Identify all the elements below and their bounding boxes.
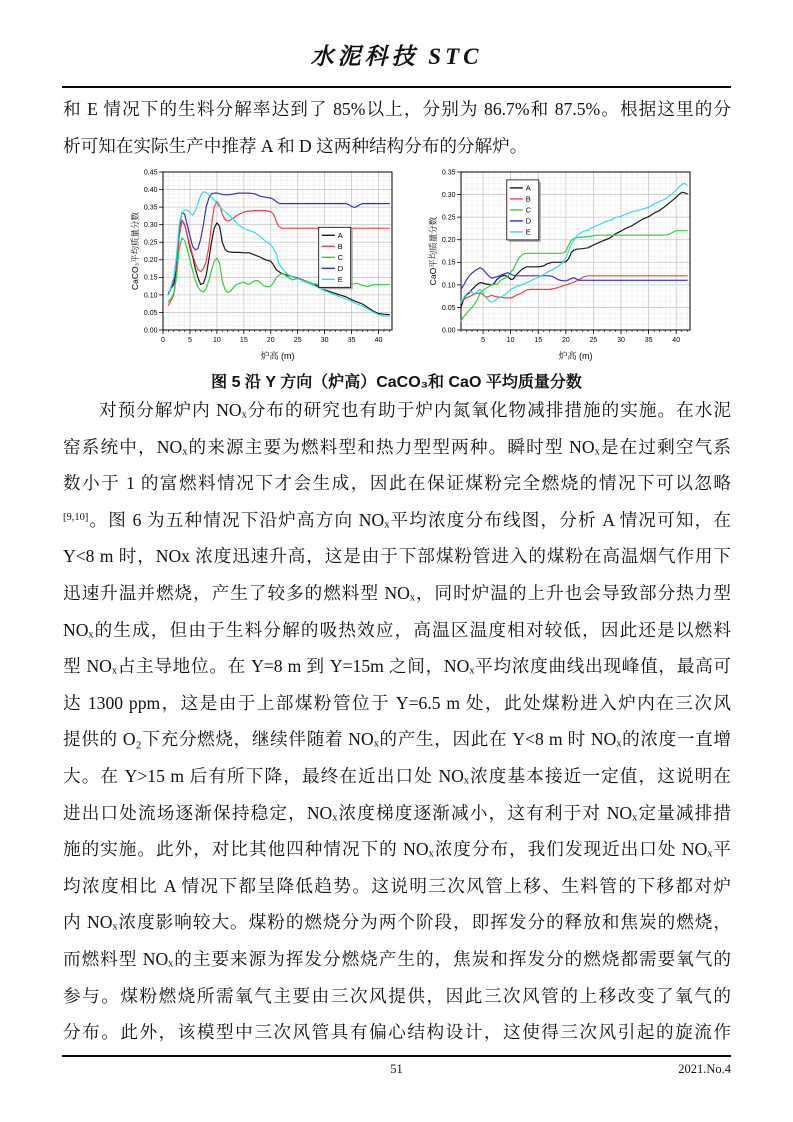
svg-text:10: 10 [506, 337, 515, 344]
svg-text:0.25: 0.25 [441, 214, 455, 222]
series-B [168, 202, 389, 306]
paragraph-line: Y<8 m 时，NOx 浓度迅速升高，这是由于下部煤粉管进入的煤粉在高温烟气作用下 [63, 546, 731, 567]
series-B [461, 276, 687, 301]
legend-label-A: A [525, 183, 531, 193]
svg-text:0.00: 0.00 [441, 327, 455, 335]
svg-text:10: 10 [212, 337, 221, 344]
paragraph-line: 对预分解炉内 NOₓ分布的研究也有助于炉内氮氧化物减排措施的实施。在水泥 [99, 400, 731, 420]
svg-text:0.35: 0.35 [441, 169, 455, 177]
paragraph-line: 数小于 1 的富燃料情况下才会生成，因此在保证煤粉完全燃烧的情况下可以忽略 [63, 473, 731, 494]
paragraph-line: 均浓度相比 A 情况下都呈降低趋势。这说明三次风管上移、生料管的下移都对炉 [63, 875, 731, 896]
legend-label-B: B [337, 241, 343, 251]
svg-text:20: 20 [561, 337, 570, 344]
legend-label-D: D [525, 216, 531, 226]
x-axis-label: 炉高 (m) [558, 351, 592, 361]
svg-text:15: 15 [239, 337, 248, 344]
svg-text:30: 30 [320, 337, 329, 344]
paragraph-body [63, 392, 731, 1051]
svg-text:25: 25 [589, 337, 597, 344]
header-rule [62, 86, 731, 88]
svg-text:35: 35 [347, 337, 355, 344]
svg-text:0.30: 0.30 [441, 191, 455, 199]
paragraph-line: NOₓ的生成，但由于生料分解的吸热效应，高温区温度相对较低，因此还是以燃料 [63, 619, 731, 640]
paragraph-line: 分布。此外，该模型中三次风管具有偏心结构设计，这使得三次风引起的旋流作 [63, 1022, 731, 1043]
chart-cao-svg [427, 166, 699, 366]
svg-text:25: 25 [293, 337, 302, 344]
paragraph-line: 窑系统中，NOₓ的来源主要为燃料型和热力型型两种。瞬时型 NOₓ是在过剩空气系 [63, 436, 731, 457]
series-D [168, 193, 389, 295]
paragraph-line: 和 E 情况下的生料分解率达到了 85%以上，分别为 86.7%和 87.5%。根据这里的分 [63, 99, 731, 119]
svg-text:0.20: 0.20 [441, 237, 455, 245]
svg-text:0.40: 0.40 [143, 186, 157, 194]
svg-text:20: 20 [266, 337, 275, 344]
svg-text:0.15: 0.15 [143, 274, 157, 282]
svg-text:35: 35 [644, 337, 653, 344]
series-E [168, 192, 389, 316]
paragraph-line: 参与。煤粉燃烧所需氧气主要由三次风提供，因此三次风管的上移改变了氧气的 [63, 985, 731, 1006]
paragraph-line: 达 1300 ppm，这是由于上部煤粉管位于 Y=6.5 m 处，此处煤粉进入炉内在三次风 [63, 692, 731, 713]
paragraph-line: 提供的 O₂下充分燃烧，继续伴随着 NOₓ的产生，因此在 Y<8 m 时 NOₓ的浓度一直增 [63, 729, 731, 750]
journal-title: 水泥科技 STC [310, 44, 483, 69]
paragraph-intro [63, 91, 731, 164]
svg-text:40: 40 [671, 337, 680, 344]
svg-text:0.10: 0.10 [441, 282, 455, 290]
paragraph-line: 进出口处流场逐渐保持稳定，NOₓ浓度梯度逐渐减小，这有利于对 NOₓ定量减排措 [63, 802, 731, 823]
issue-number: 2021.No.4 [678, 1062, 731, 1076]
legend-label-C: C [337, 252, 343, 262]
paragraph-line: 析可知在实际生产中推荐 A 和 D 这两种结构分布的分解炉。 [63, 135, 528, 156]
legend-label-E: E [337, 274, 343, 284]
svg-text:0.35: 0.35 [143, 204, 157, 212]
svg-text:0.00: 0.00 [143, 327, 157, 335]
citation-superscript: [9,10] [63, 511, 89, 523]
svg-text:30: 30 [616, 337, 625, 344]
svg-text:0.30: 0.30 [143, 222, 157, 230]
svg-text:0.05: 0.05 [441, 304, 455, 312]
paragraph-line: 迅速升温并燃烧，产生了较多的燃料型 NOₓ，同时炉温的上升也会导致部分热力型 [63, 582, 731, 603]
svg-text:0.20: 0.20 [143, 257, 157, 265]
figure-row [0, 166, 793, 366]
svg-text:5: 5 [187, 337, 192, 344]
svg-text:15: 15 [533, 337, 542, 344]
y-axis-label: CaO平均质量分数 [427, 216, 438, 286]
x-axis-label: 炉高 (m) [260, 351, 294, 361]
svg-text:0.05: 0.05 [143, 309, 157, 317]
paragraph-line: 而燃料型 NOₓ的主要来源为挥发分燃烧产生的，焦炭和挥发分的燃烧都需要氧气的 [63, 948, 731, 969]
legend-label-C: C [525, 205, 531, 215]
series-D [461, 268, 687, 290]
figure-caption: 图 5 沿 Y 方向（炉高）CaCO₃和 CaO 平均质量分数 [211, 374, 582, 391]
page-number: 51 [390, 1062, 403, 1076]
paragraph-line: 内 NOₓ浓度影响较大。煤粉的燃烧分为两个阶段，即挥发分的释放和焦炭的燃烧， [63, 912, 731, 933]
svg-text:40: 40 [374, 337, 382, 344]
y-axis-label: CaCO₃平均质量分数 [129, 211, 140, 291]
paragraph-line: 型 NOₓ占主导地位。在 Y=8 m 到 Y=15m 之间，NOₓ平均浓度曲线出现峰值，最高可 [63, 656, 731, 677]
svg-text:0.10: 0.10 [143, 292, 157, 300]
svg-text:0.45: 0.45 [143, 169, 157, 177]
footer-rule [62, 1055, 731, 1057]
paragraph-line: 大。在 Y>15 m 后有所下降，最终在近出口处 NOₓ浓度基本接近一定值，这说明在 [63, 765, 731, 786]
svg-text:0.25: 0.25 [143, 239, 157, 247]
legend-label-A: A [337, 230, 343, 240]
svg-text:0.15: 0.15 [441, 259, 455, 267]
legend-label-B: B [525, 194, 531, 204]
series-A [461, 192, 687, 307]
legend-label-D: D [337, 263, 343, 273]
paragraph-line: [9,10]。图 6 为五种情况下沿炉高方向 NOₓ平均浓度分布线图，分析 A 情况可知，在 [63, 509, 731, 530]
chart-caco3 [129, 166, 401, 366]
chart-caco3-svg [129, 166, 401, 366]
chart-cao [427, 166, 699, 366]
svg-text:5: 5 [480, 337, 485, 344]
svg-text:0: 0 [160, 337, 165, 344]
paragraph-line: 施的实施。此外，对比其他四种情况下的 NOₓ浓度分布，我们发现近出口处 NOₓ平 [63, 839, 731, 860]
legend-label-E: E [525, 227, 531, 237]
